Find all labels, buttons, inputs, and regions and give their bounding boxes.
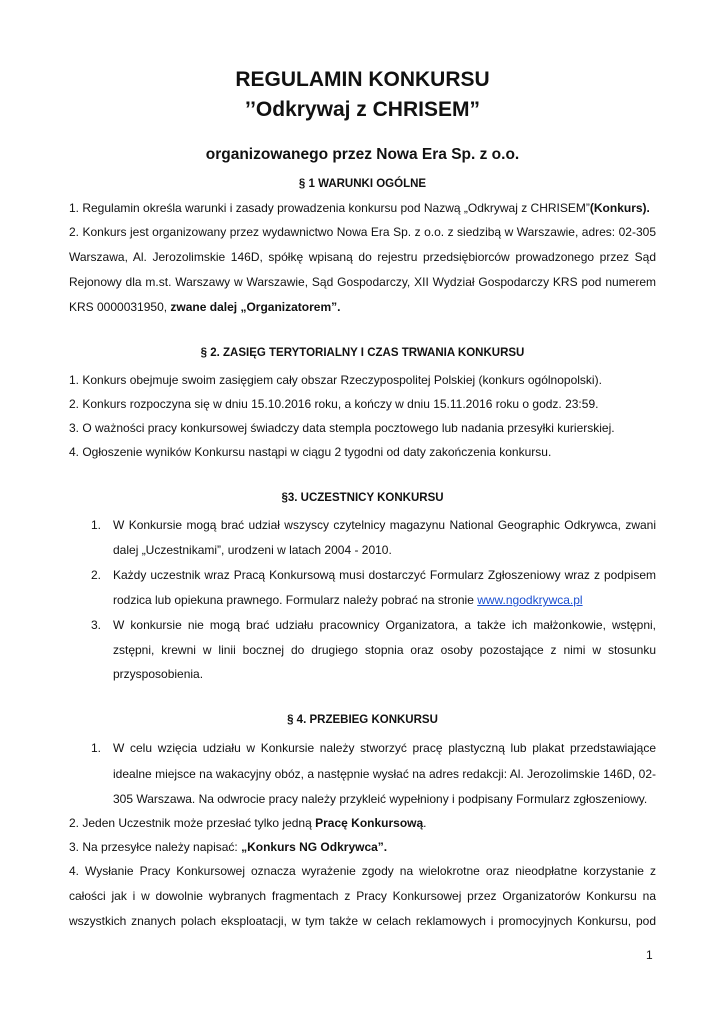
s3-item-2-line-2: rodzica lub opiekuna prawnego. Formularz należy pobrać na stronie www.ngodkrywca.pl [113, 593, 583, 607]
s1-para-1: 1. Regulamin określa warunki i zasady prowadzenia konkursu pod Nazwą „Odkrywaj z CHRISEM”(Konkurs). [69, 201, 650, 215]
s2-para-4: 4. Ogłoszenie wyników Konkursu nastąpi w ciągu 2 tygodni od daty zakończenia konkursu. [69, 445, 552, 459]
section-4-heading: § 4. PRZEBIEG KONKURSU [287, 714, 438, 726]
s1-para-2-line-4: KRS 0000031950, zwane dalej „Organizatorem”. [69, 300, 341, 314]
s3-item-3-line-2: zstępni, krewni w linii bocznej do drugiego stopnia oraz osoby pozostające z nimi w stosunku [113, 643, 656, 657]
s2-para-1: 1. Konkurs obejmuje swoim zasięgiem cały obszar Rzeczypospolitej Polskiej (konkurs ogólnopolski). [69, 373, 602, 387]
section-2-heading: § 2. ZASIĘG TERYTORIALNY I CZAS TRWANIA KONKURSU [200, 347, 525, 359]
s4-item-1-number: 1. [91, 741, 102, 755]
s4-para-2: 2. Jeden Uczestnik może przesłać tylko jedną Pracę Konkursową. [69, 816, 427, 830]
s3-item-1-number: 1. [91, 518, 102, 532]
s4-item-1-line-2: idealne miejsce na wakacyjny obóz, a następnie wysłać na adres redakcji: Al. Jerozolimskie 146D, 02- [113, 767, 656, 781]
page-number: 1 [646, 948, 653, 962]
s3-item-3-line-3: przysposobienia. [113, 667, 204, 681]
s4-item-1-line-3: 305 Warszawa. Na odwrocie pracy należy przykleić wypełniony i podpisany Formularz zgłoszeniowy. [113, 792, 648, 806]
s1-para-2-line-3: Rejonowy dla m.st. Warszawy w Warszawie, Sąd Gospodarczy, XII Wydział Gospodarczy KRS pod numerem [69, 275, 656, 289]
section-3-heading: §3. UCZESTNICY KONKURSU [281, 492, 444, 504]
s4-item-1-line-1: W celu wzięcia udziału w Konkursie należy stworzyć pracę plastyczną lub plakat przedstawiające [113, 741, 656, 755]
s3-item-1-line-1: W Konkursie mogą brać udział wszyscy czytelnicy magazynu National Geographic Odkrywca, zwani [113, 518, 656, 532]
s2-para-3: 3. O ważności pracy konkursowej świadczy data stempla pocztowego lub nadania przesyłki kurierskiej. [69, 421, 615, 435]
s3-item-3-line-1: W konkursie nie mogą brać udziału pracownicy Organizatora, a także ich małżonkowie, wstępni, [113, 618, 656, 632]
s1-para-2-line-1: 2. Konkurs jest organizowany przez wydawnictwo Nowa Era Sp. z o.o. z siedzibą w Warszawie, adres: 02-305 [69, 225, 656, 239]
s4-para-4-line-3: wszystkich znanych polach eksploatacji, w tym także w celach reklamowych i promocyjnych Konkursu, pod [69, 914, 656, 928]
s4-para-3: 3. Na przesyłce należy napisać: „Konkurs NG Odkrywca”. [69, 840, 388, 854]
s3-item-2-line-1: Każdy uczestnik wraz Pracą Konkursową musi dostarczyć Formularz Zgłoszeniowy wraz z podpisem [113, 568, 656, 582]
s4-para-4-line-2: całości jak i w dowolnie wybranych fragmentach z Pracy Konkursowej przez Organizatorów Konkursu na [69, 889, 656, 903]
organizer-line: organizowanego przez Nowa Era Sp. z o.o. [205, 146, 520, 163]
s3-item-1-line-2: dalej „Uczestnikami”, urodzeni w latach 2004 - 2010. [113, 543, 392, 557]
section-1-heading: § 1 WARUNKI OGÓLNE [298, 178, 427, 190]
s2-para-2: 2. Konkurs rozpoczyna się w dniu 15.10.2016 roku, a kończy w dniu 15.11.2016 roku o godz. 23:59. [69, 397, 599, 411]
s3-item-2-number: 2. [91, 568, 102, 582]
s4-para-4-line-1: 4. Wysłanie Pracy Konkursowej oznacza wyrażenie zgody na wielokrotne oraz nieodpłatne korzystanie z [69, 864, 656, 878]
doc-subtitle: ’’Odkrywaj z CHRISEM” [245, 98, 480, 121]
doc-title: REGULAMIN KONKURSU [235, 68, 490, 91]
s3-item-3-number: 3. [91, 618, 102, 632]
s1-para-2-line-2: Warszawa, Al. Jerozolimskie 146D, spółkę wpisaną do rejestru przedsiębiorców prowadzonego przez Sąd [69, 250, 656, 264]
ngodkrywca-link[interactable]: www.ngodkrywca.pl [477, 593, 583, 607]
